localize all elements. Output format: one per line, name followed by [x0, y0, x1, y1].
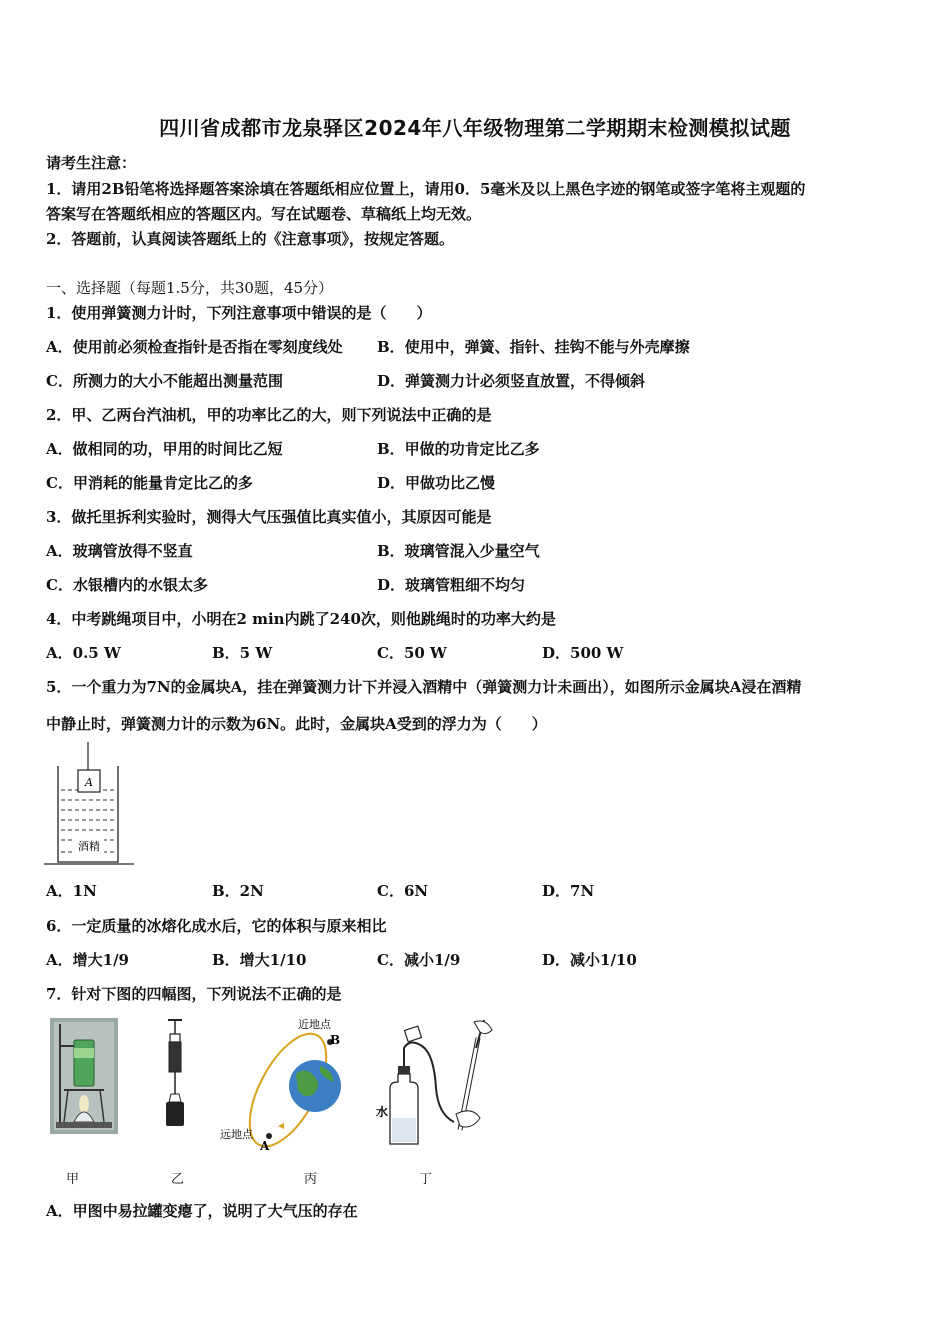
question-2-option-b: B．甲做的功肯定比乙多: [377, 440, 540, 458]
notice-heading: 请考生注意：: [46, 154, 137, 172]
metal-block-label: A: [85, 776, 93, 789]
point-b-label: B: [330, 1033, 341, 1047]
question-5-beaker-figure: [44, 742, 136, 870]
question-1-option-a: A．使用前必须检查指针是否指在零刻度线处: [46, 338, 343, 356]
water-label: 水: [376, 1105, 389, 1119]
alcohol-label: 酒精: [78, 840, 100, 853]
question-2-option-c: C．甲消耗的能量肯定比乙的多: [46, 474, 253, 492]
question-6-option-c: C．减小1/9: [377, 951, 461, 969]
question-2-option-a: A．做相同的功，甲用的时间比乙短: [46, 440, 283, 458]
question-3-option-a: A．玻璃管放得不竖直: [46, 542, 193, 560]
question-5-stem-line-1: 5．一个重力为7N的金属块A，挂在弹簧测力计下并浸入酒精中（弹簧测力计未画出），如图所示金属块A浸在酒精: [46, 678, 802, 696]
notice-item-1-line-2: 答案写在答题纸相应的答题区内。写在试题卷、草稿纸上均无效。: [46, 205, 482, 223]
figure-caption-bing: 丙: [304, 1172, 318, 1187]
apogee-label: 远地点: [220, 1128, 253, 1141]
question-7-stem: 7．针对下图的四幅图，下列说法不正确的是: [46, 985, 342, 1003]
question-4-option-d: D．500 W: [542, 644, 624, 662]
figure-ding-bottle-pump: [376, 1018, 500, 1148]
question-5-option-b: B．2N: [212, 882, 264, 900]
perigee-label: 近地点: [298, 1018, 331, 1031]
question-5-stem-line-2: 中静止时，弹簧测力计的示数为6N。此时，金属块A受到的浮力为（ ）: [46, 715, 547, 733]
question-3-option-b: B．玻璃管混入少量空气: [377, 542, 540, 560]
figure-yi-hanging-cylinder: [160, 1016, 190, 1132]
question-1-option-b: B．使用中，弹簧、指针、挂钩不能与外壳摩擦: [377, 338, 690, 356]
point-a-label: A: [260, 1139, 270, 1153]
question-1-option-d: D．弹簧测力计必须竖直放置，不得倾斜: [377, 372, 646, 390]
question-5-option-c: C．6N: [377, 882, 429, 900]
question-6-stem: 6．一定质量的冰熔化成水后，它的体积与原来相比: [46, 917, 387, 935]
question-3-stem: 3．做托里拆利实验时，测得大气压强值比真实值小，其原因可能是: [46, 508, 492, 526]
notice-item-2: 2．答题前，认真阅读答题纸上的《注意事项》，按规定答题。: [46, 230, 454, 248]
section-heading: 一、选择题（每题1.5分，共30题，45分）: [46, 279, 334, 297]
question-4-stem: 4．中考跳绳项目中，小明在2 min内跳了240次，则他跳绳时的功率大约是: [46, 610, 556, 628]
question-3-option-c: C．水银槽内的水银太多: [46, 576, 208, 594]
question-6-option-a: A．增大1/9: [46, 951, 129, 969]
page-title: 四川省成都市龙泉驿区2024年八年级物理第二学期期末检测模拟试题: [159, 116, 791, 140]
question-1-stem: 1．使用弹簧测力计时，下列注意事项中错误的是（ ）: [46, 304, 432, 322]
question-4-option-b: B．5 W: [212, 644, 273, 662]
figure-caption-jia: 甲: [66, 1172, 80, 1187]
figure-jia-can-heating: [50, 1018, 118, 1134]
question-5-option-a: A．1N: [46, 882, 97, 900]
question-3-option-d: D．玻璃管粗细不均匀: [377, 576, 526, 594]
figure-caption-yi: 乙: [171, 1172, 185, 1187]
figure-bing-satellite-orbit: [218, 1014, 348, 1154]
question-7-option-a: A．甲图中易拉罐变瘪了，说明了大气压的存在: [46, 1202, 358, 1220]
question-1-option-c: C．所测力的大小不能超出测量范围: [46, 372, 283, 390]
question-6-option-d: D．减小1/10: [542, 951, 637, 969]
notice-item-1-line-1: 1．请用2B铅笔将选择题答案涂填在答题纸相应位置上，请用0．5毫米及以上黑色字迹的钢笔或签字笔将主观题的: [46, 180, 806, 198]
question-2-option-d: D．甲做功比乙慢: [377, 474, 496, 492]
question-4-option-a: A．0.5 W: [46, 644, 121, 662]
question-6-option-b: B．增大1/10: [212, 951, 307, 969]
question-4-option-c: C．50 W: [377, 644, 447, 662]
question-5-option-d: D．7N: [542, 882, 595, 900]
question-2-stem: 2．甲、乙两台汽油机，甲的功率比乙的大，则下列说法中正确的是: [46, 406, 492, 424]
figure-caption-ding: 丁: [419, 1172, 433, 1187]
